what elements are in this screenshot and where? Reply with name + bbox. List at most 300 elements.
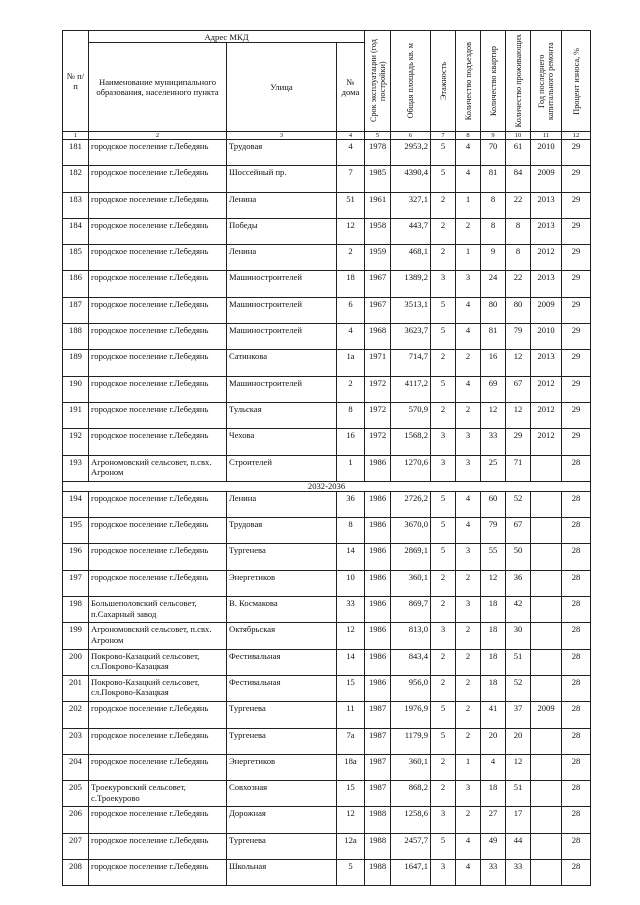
apartments-cell: 81 [481, 324, 506, 350]
residents-cell: 33 [506, 860, 531, 886]
municipality-cell: Покрово-Казацкий сельсовет, сл.Покрово-Казацкая [89, 675, 227, 701]
header-num: № п/п [63, 31, 89, 132]
repair-year-cell [531, 649, 562, 675]
row-number: 197 [63, 570, 89, 596]
house-cell: 16 [337, 429, 365, 455]
apartments-cell: 33 [481, 429, 506, 455]
house-cell: 6 [337, 297, 365, 323]
table-row [63, 376, 591, 402]
header-house: № дома [337, 43, 365, 132]
repair-year-cell [531, 597, 562, 623]
area-cell: 443,7 [391, 218, 431, 244]
municipality-cell: городское поселение г.Лебедянь [89, 544, 227, 570]
year-cell: 1967 [365, 297, 391, 323]
residents-cell: 51 [506, 649, 531, 675]
floors-cell: 2 [431, 649, 456, 675]
entrances-cell: 3 [456, 597, 481, 623]
municipality-cell: городское поселение г.Лебедянь [89, 491, 227, 517]
apartments-cell: 12 [481, 402, 506, 428]
apartments-cell: 41 [481, 702, 506, 728]
header-repair-year: Год последнего капитального ремонта [531, 31, 562, 132]
house-cell: 7 [337, 166, 365, 192]
area-cell: 3670,0 [391, 518, 431, 544]
apartments-cell: 27 [481, 807, 506, 833]
house-cell: 4 [337, 324, 365, 350]
year-cell: 1958 [365, 218, 391, 244]
residents-cell: 61 [506, 140, 531, 166]
municipality-cell: городское поселение г.Лебедянь [89, 218, 227, 244]
residents-cell: 79 [506, 324, 531, 350]
residents-cell: 22 [506, 271, 531, 297]
house-cell: 12 [337, 218, 365, 244]
area-cell: 2869,1 [391, 544, 431, 570]
residents-cell: 52 [506, 675, 531, 701]
house-cell: 18 [337, 271, 365, 297]
repair-year-cell: 2012 [531, 402, 562, 428]
residents-cell: 12 [506, 350, 531, 376]
floors-cell: 2 [431, 570, 456, 596]
repair-year-cell [531, 570, 562, 596]
floors-cell: 2 [431, 754, 456, 780]
wear-cell: 28 [562, 623, 591, 649]
year-cell: 1986 [365, 544, 391, 570]
repair-year-cell: 2010 [531, 324, 562, 350]
apartments-cell: 24 [481, 271, 506, 297]
entrances-cell: 2 [456, 807, 481, 833]
column-numbers-row [63, 132, 591, 140]
wear-cell: 29 [562, 218, 591, 244]
entrances-cell: 2 [456, 728, 481, 754]
repair-year-cell [531, 544, 562, 570]
floors-cell: 2 [431, 402, 456, 428]
year-cell: 1986 [365, 518, 391, 544]
wear-cell: 29 [562, 245, 591, 271]
floors-cell: 5 [431, 297, 456, 323]
table-row [63, 807, 591, 833]
apartments-cell: 18 [481, 781, 506, 807]
floors-cell: 5 [431, 728, 456, 754]
apartments-cell: 16 [481, 350, 506, 376]
table-row [63, 491, 591, 517]
row-number: 190 [63, 376, 89, 402]
col-number: 11 [531, 132, 562, 140]
repair-year-cell: 2013 [531, 271, 562, 297]
street-cell: Фестивальная [227, 675, 337, 701]
entrances-cell: 4 [456, 833, 481, 859]
wear-cell: 28 [562, 807, 591, 833]
apartments-cell: 55 [481, 544, 506, 570]
floors-cell: 5 [431, 833, 456, 859]
area-cell: 3513,1 [391, 297, 431, 323]
col-number: 6 [391, 132, 431, 140]
col-number: 10 [506, 132, 531, 140]
area-cell: 813,0 [391, 623, 431, 649]
residents-cell: 67 [506, 376, 531, 402]
municipality-cell: городское поселение г.Лебедянь [89, 166, 227, 192]
table-row [63, 754, 591, 780]
residents-cell: 80 [506, 297, 531, 323]
table-row [63, 781, 591, 807]
table-row [63, 245, 591, 271]
area-cell: 1976,9 [391, 702, 431, 728]
floors-cell: 2 [431, 192, 456, 218]
wear-cell: 29 [562, 271, 591, 297]
house-cell: 10 [337, 570, 365, 596]
floors-cell: 3 [431, 455, 456, 481]
entrances-cell: 4 [456, 166, 481, 192]
residents-cell: 12 [506, 402, 531, 428]
row-number: 182 [63, 166, 89, 192]
floors-cell: 3 [431, 807, 456, 833]
municipality-cell: городское поселение г.Лебедянь [89, 518, 227, 544]
header-address-group: Адрес МКД [89, 31, 365, 43]
row-number: 199 [63, 623, 89, 649]
repair-year-cell [531, 754, 562, 780]
year-cell: 1986 [365, 623, 391, 649]
entrances-cell: 3 [456, 781, 481, 807]
municipality-cell: Троекуровский сельсовет, с.Троекурово [89, 781, 227, 807]
area-cell: 2457,7 [391, 833, 431, 859]
house-cell: 7а [337, 728, 365, 754]
municipality-cell: городское поселение г.Лебедянь [89, 324, 227, 350]
apartments-cell: 18 [481, 623, 506, 649]
wear-cell: 28 [562, 702, 591, 728]
residents-cell: 71 [506, 455, 531, 481]
wear-cell: 28 [562, 570, 591, 596]
municipality-cell: городское поселение г.Лебедянь [89, 140, 227, 166]
area-cell: 1270,6 [391, 455, 431, 481]
house-cell: 1 [337, 455, 365, 481]
residents-cell: 8 [506, 218, 531, 244]
table-body [63, 132, 591, 886]
row-number: 187 [63, 297, 89, 323]
section-label: 2032-2036 [63, 481, 591, 491]
municipality-cell: городское поселение г.Лебедянь [89, 245, 227, 271]
header-wear: Процент износа, % [562, 31, 591, 132]
area-cell: 4117,2 [391, 376, 431, 402]
apartments-cell: 80 [481, 297, 506, 323]
repair-year-cell: 2012 [531, 429, 562, 455]
year-cell: 1986 [365, 675, 391, 701]
wear-cell: 28 [562, 754, 591, 780]
row-number: 189 [63, 350, 89, 376]
year-cell: 1968 [365, 324, 391, 350]
table-row [63, 728, 591, 754]
wear-cell: 29 [562, 140, 591, 166]
area-cell: 360,1 [391, 754, 431, 780]
repair-year-cell [531, 491, 562, 517]
repair-year-cell: 2013 [531, 350, 562, 376]
entrances-cell: 4 [456, 518, 481, 544]
repair-year-cell [531, 807, 562, 833]
wear-cell: 28 [562, 833, 591, 859]
municipality-cell: городское поселение г.Лебедянь [89, 807, 227, 833]
area-cell: 570,9 [391, 402, 431, 428]
row-number: 203 [63, 728, 89, 754]
floors-cell: 5 [431, 491, 456, 517]
house-cell: 8 [337, 518, 365, 544]
area-cell: 360,1 [391, 570, 431, 596]
residents-cell: 84 [506, 166, 531, 192]
table-row [63, 140, 591, 166]
year-cell: 1987 [365, 728, 391, 754]
floors-cell: 5 [431, 544, 456, 570]
apartments-cell: 79 [481, 518, 506, 544]
entrances-cell: 1 [456, 245, 481, 271]
street-cell: Машиностроителей [227, 297, 337, 323]
entrances-cell: 4 [456, 324, 481, 350]
street-cell: Тургенева [227, 544, 337, 570]
row-number: 207 [63, 833, 89, 859]
residents-cell: 29 [506, 429, 531, 455]
header-floors: Этажность [431, 31, 456, 132]
municipality-cell: Большеполовский сельсовет, п.Сахарный завод [89, 597, 227, 623]
row-number: 201 [63, 675, 89, 701]
wear-cell: 28 [562, 728, 591, 754]
floors-cell: 3 [431, 429, 456, 455]
area-cell: 2726,2 [391, 491, 431, 517]
section-row [63, 481, 591, 491]
repair-year-cell: 2012 [531, 245, 562, 271]
street-cell: Ленина [227, 192, 337, 218]
table-row [63, 455, 591, 481]
street-cell: Сатинкова [227, 350, 337, 376]
table-row [63, 350, 591, 376]
table-row [63, 860, 591, 886]
wear-cell: 28 [562, 455, 591, 481]
street-cell: Победы [227, 218, 337, 244]
wear-cell: 29 [562, 166, 591, 192]
wear-cell: 29 [562, 297, 591, 323]
floors-cell: 5 [431, 166, 456, 192]
apartments-cell: 70 [481, 140, 506, 166]
residents-cell: 44 [506, 833, 531, 859]
year-cell: 1986 [365, 570, 391, 596]
year-cell: 1959 [365, 245, 391, 271]
table-row [63, 597, 591, 623]
wear-cell: 29 [562, 324, 591, 350]
residents-cell: 30 [506, 623, 531, 649]
year-cell: 1987 [365, 702, 391, 728]
table-row [63, 570, 591, 596]
row-number: 193 [63, 455, 89, 481]
row-number: 195 [63, 518, 89, 544]
wear-cell: 28 [562, 544, 591, 570]
residents-cell: 67 [506, 518, 531, 544]
col-number: 3 [227, 132, 337, 140]
apartments-cell: 8 [481, 218, 506, 244]
house-cell: 4 [337, 140, 365, 166]
municipality-cell: городское поселение г.Лебедянь [89, 350, 227, 376]
repair-year-cell: 2009 [531, 702, 562, 728]
row-number: 202 [63, 702, 89, 728]
apartments-cell: 25 [481, 455, 506, 481]
floors-cell: 2 [431, 350, 456, 376]
floors-cell: 5 [431, 518, 456, 544]
municipality-cell: городское поселение г.Лебедянь [89, 192, 227, 218]
street-cell: Строителей [227, 455, 337, 481]
repair-year-cell: 2013 [531, 218, 562, 244]
floors-cell: 2 [431, 597, 456, 623]
entrances-cell: 4 [456, 491, 481, 517]
house-cell: 14 [337, 649, 365, 675]
wear-cell: 28 [562, 491, 591, 517]
floors-cell: 3 [431, 271, 456, 297]
municipality-cell: Агрономовский сельсовет, п.свх. Агроном [89, 623, 227, 649]
table-row [63, 166, 591, 192]
area-cell: 1568,2 [391, 429, 431, 455]
entrances-cell: 4 [456, 376, 481, 402]
street-cell: Шоссейный пр. [227, 166, 337, 192]
row-number: 191 [63, 402, 89, 428]
municipality-cell: городское поселение г.Лебедянь [89, 271, 227, 297]
municipality-cell: городское поселение г.Лебедянь [89, 402, 227, 428]
repair-year-cell: 2009 [531, 297, 562, 323]
year-cell: 1967 [365, 271, 391, 297]
col-number: 5 [365, 132, 391, 140]
street-cell: Машиностроителей [227, 271, 337, 297]
entrances-cell: 2 [456, 402, 481, 428]
street-cell: Машиностроителей [227, 376, 337, 402]
wear-cell: 29 [562, 429, 591, 455]
house-cell: 1а [337, 350, 365, 376]
header-street: Улица [227, 43, 337, 132]
street-cell: Чехова [227, 429, 337, 455]
row-number: 184 [63, 218, 89, 244]
col-number: 2 [89, 132, 227, 140]
table-row [63, 675, 591, 701]
apartments-cell: 18 [481, 649, 506, 675]
apartments-cell: 49 [481, 833, 506, 859]
house-cell: 12 [337, 623, 365, 649]
residents-cell: 52 [506, 491, 531, 517]
municipality-cell: городское поселение г.Лебедянь [89, 833, 227, 859]
house-cell: 5 [337, 860, 365, 886]
street-cell: Фестивальная [227, 649, 337, 675]
table-row [63, 623, 591, 649]
year-cell: 1986 [365, 649, 391, 675]
street-cell: Тульская [227, 402, 337, 428]
municipality-cell: Покрово-Казацкий сельсовет, сл.Покрово-Казацкая [89, 649, 227, 675]
floors-cell: 2 [431, 781, 456, 807]
repair-year-cell [531, 781, 562, 807]
row-number: 206 [63, 807, 89, 833]
house-cell: 14 [337, 544, 365, 570]
apartments-cell: 12 [481, 570, 506, 596]
header-entrances: Количество подъездов [456, 31, 481, 132]
repair-year-cell [531, 860, 562, 886]
area-cell: 1179,9 [391, 728, 431, 754]
floors-cell: 2 [431, 675, 456, 701]
residents-cell: 50 [506, 544, 531, 570]
year-cell: 1988 [365, 807, 391, 833]
repair-year-cell [531, 675, 562, 701]
year-cell: 1987 [365, 781, 391, 807]
house-cell: 2 [337, 376, 365, 402]
wear-cell: 28 [562, 518, 591, 544]
row-number: 198 [63, 597, 89, 623]
residents-cell: 17 [506, 807, 531, 833]
entrances-cell: 3 [456, 271, 481, 297]
municipality-cell: городское поселение г.Лебедянь [89, 702, 227, 728]
apartments-cell: 69 [481, 376, 506, 402]
municipality-cell: городское поселение г.Лебедянь [89, 754, 227, 780]
entrances-cell: 1 [456, 192, 481, 218]
floors-cell: 5 [431, 702, 456, 728]
area-cell: 1389,2 [391, 271, 431, 297]
house-cell: 8 [337, 402, 365, 428]
area-cell: 956,0 [391, 675, 431, 701]
street-cell: Тургенева [227, 833, 337, 859]
house-cell: 12 [337, 807, 365, 833]
apartments-cell: 33 [481, 860, 506, 886]
street-cell: Дорожная [227, 807, 337, 833]
floors-cell: 5 [431, 324, 456, 350]
entrances-cell: 3 [456, 429, 481, 455]
entrances-cell: 3 [456, 544, 481, 570]
residents-cell: 20 [506, 728, 531, 754]
row-number: 181 [63, 140, 89, 166]
floors-cell: 5 [431, 140, 456, 166]
entrances-cell: 1 [456, 754, 481, 780]
municipality-cell: городское поселение г.Лебедянь [89, 728, 227, 754]
year-cell: 1978 [365, 140, 391, 166]
year-cell: 1972 [365, 402, 391, 428]
repair-year-cell [531, 833, 562, 859]
year-cell: 1972 [365, 429, 391, 455]
street-cell: В. Космакова [227, 597, 337, 623]
house-cell: 11 [337, 702, 365, 728]
entrances-cell: 4 [456, 860, 481, 886]
wear-cell: 29 [562, 376, 591, 402]
house-cell: 12а [337, 833, 365, 859]
year-cell: 1988 [365, 833, 391, 859]
entrances-cell: 3 [456, 455, 481, 481]
residents-cell: 36 [506, 570, 531, 596]
area-cell: 468,1 [391, 245, 431, 271]
municipality-cell: Агрономовский сельсовет, п.свх. Агроном [89, 455, 227, 481]
header-year: Срок эксплуатации (год постройки) [365, 31, 391, 132]
floors-cell: 2 [431, 218, 456, 244]
year-cell: 1986 [365, 491, 391, 517]
housing-register-table [62, 30, 591, 886]
area-cell: 869,7 [391, 597, 431, 623]
year-cell: 1986 [365, 455, 391, 481]
wear-cell: 29 [562, 402, 591, 428]
municipality-cell: городское поселение г.Лебедянь [89, 570, 227, 596]
municipality-cell: городское поселение г.Лебедянь [89, 429, 227, 455]
entrances-cell: 2 [456, 350, 481, 376]
apartments-cell: 81 [481, 166, 506, 192]
street-cell: Совхозная [227, 781, 337, 807]
table-row [63, 544, 591, 570]
row-number: 208 [63, 860, 89, 886]
repair-year-cell [531, 623, 562, 649]
wear-cell: 28 [562, 675, 591, 701]
area-cell: 1258,6 [391, 807, 431, 833]
street-cell: Тургенева [227, 728, 337, 754]
row-number: 192 [63, 429, 89, 455]
row-number: 196 [63, 544, 89, 570]
year-cell: 1971 [365, 350, 391, 376]
table-row [63, 192, 591, 218]
row-number: 186 [63, 271, 89, 297]
house-cell: 51 [337, 192, 365, 218]
floors-cell: 3 [431, 623, 456, 649]
street-cell: Ленина [227, 491, 337, 517]
table-row [63, 702, 591, 728]
table-row [63, 649, 591, 675]
